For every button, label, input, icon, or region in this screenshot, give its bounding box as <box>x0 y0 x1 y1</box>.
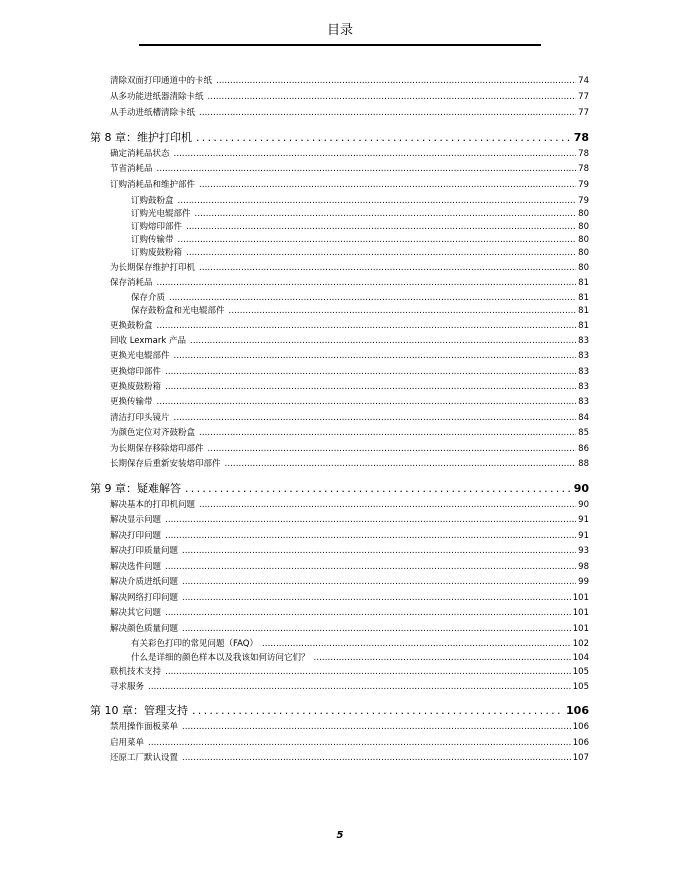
toc-entry-page: 81 <box>578 278 589 288</box>
toc-dot-leader <box>199 179 576 192</box>
toc-entry[interactable] <box>131 652 589 665</box>
toc-dot-leader <box>169 292 576 305</box>
toc-entry[interactable] <box>110 592 589 605</box>
toc-entry-label: 为长期保存移除熔印部件 <box>110 444 204 454</box>
toc-entry-page: 86 <box>578 444 589 454</box>
toc-entry[interactable] <box>110 107 589 120</box>
toc-entry-page: 80 <box>578 222 589 232</box>
toc-entry-page: 81 <box>578 293 589 303</box>
toc-dot-leader <box>199 262 576 275</box>
toc-entry-label: 订购消耗品和维护部件 <box>110 180 196 190</box>
toc-entry-label: 解决打印质量问题 <box>110 546 179 556</box>
toc-entry-page: 91 <box>578 515 589 525</box>
toc-entry-page: 83 <box>578 336 589 346</box>
toc-entry[interactable] <box>110 545 589 558</box>
toc-entry-label: 更换传输带 <box>110 397 153 407</box>
toc-entry[interactable] <box>110 91 589 104</box>
toc-chapter-entry[interactable] <box>90 703 589 719</box>
toc-dot-leader <box>190 335 576 348</box>
toc-entry-page: 81 <box>578 321 589 331</box>
toc-entry-page: 77 <box>578 92 589 102</box>
toc-dot-leader <box>182 545 576 558</box>
toc-entry-label: 订购废鼓粉箱 <box>131 248 183 258</box>
toc-entry-label: 第 9 章：疑难解答 <box>90 482 181 495</box>
toc-entry-page: 104 <box>572 653 589 663</box>
toc-dot-leader <box>229 305 577 318</box>
toc-entry-page: 78 <box>578 164 589 174</box>
toc-dot-leader <box>157 320 577 333</box>
toc-entry-page: 101 <box>572 608 589 618</box>
toc-dot-leader <box>174 412 577 425</box>
toc-entry-label: 什么是详细的颜色样本以及我该如何访问它们？ <box>131 653 310 663</box>
toc-entry[interactable] <box>110 412 589 425</box>
toc-entry-label: 从手动进纸槽清除卡纸 <box>110 108 196 118</box>
toc-entry[interactable] <box>110 458 589 471</box>
toc-dot-leader <box>314 652 571 665</box>
toc-entry-page: 80 <box>578 235 589 245</box>
toc-entry-label: 解决打印问题 <box>110 531 162 541</box>
toc-entry-page: 101 <box>572 624 589 634</box>
toc-entry-label: 还原工厂默认设置 <box>110 753 179 763</box>
toc-entry[interactable] <box>110 350 589 363</box>
toc-entry-page: 106 <box>572 722 589 732</box>
toc-entry-label: 第 8 章：维护打印机 <box>90 131 192 144</box>
toc-dot-leader <box>216 75 576 88</box>
toc-dot-leader <box>208 91 577 104</box>
toc-entry-label: 为长期保存维护打印机 <box>110 263 196 273</box>
toc-dot-leader <box>182 576 576 589</box>
toc-dot-leader <box>208 443 577 456</box>
toc-entry[interactable] <box>110 623 589 636</box>
toc-entry-label: 更换废鼓粉箱 <box>110 382 162 392</box>
toc-entry-label: 订购鼓粉盒 <box>131 196 174 206</box>
toc-dot-leader <box>157 396 577 409</box>
toc-entry-page: 85 <box>578 428 589 438</box>
toc-entry[interactable] <box>110 514 589 527</box>
toc-entry-label: 解决选件问题 <box>110 562 162 572</box>
toc-chapter-entry[interactable] <box>90 481 589 497</box>
toc-entry-page: 105 <box>572 667 589 677</box>
toc-entry-page: 83 <box>578 382 589 392</box>
toc-entry-label: 保存消耗品 <box>110 278 153 288</box>
toc-entry[interactable] <box>110 752 589 765</box>
toc-entry-page: 93 <box>578 546 589 556</box>
toc-entry-label: 订购传输带 <box>131 235 174 245</box>
page-title: 目录 <box>326 23 353 38</box>
toc-entry-page: 107 <box>572 753 589 763</box>
toc-entry[interactable] <box>131 234 589 247</box>
toc-entry[interactable] <box>110 607 589 620</box>
toc-dot-leader <box>165 666 571 679</box>
toc-dot-leader <box>178 234 577 247</box>
toc-entry-page: 80 <box>578 263 589 273</box>
toc-entry[interactable] <box>131 208 589 221</box>
toc-dot-leader <box>262 638 571 651</box>
toc-entry-label: 解决显示问题 <box>110 515 162 525</box>
toc-dot-leader <box>199 499 576 512</box>
toc-entry-label: 有关彩色打印的常见问题（FAQ） <box>131 639 258 649</box>
toc-entry-label: 保存鼓粉盒和光电辊部件 <box>131 306 225 316</box>
toc-entry[interactable] <box>110 681 589 694</box>
page-number: 5 <box>336 830 344 841</box>
toc-entry[interactable] <box>110 427 589 440</box>
toc-dot-leader <box>174 148 577 161</box>
toc-entry-page: 78 <box>578 149 589 159</box>
toc-entry-page: 99 <box>578 577 589 587</box>
toc-entry[interactable] <box>110 381 589 394</box>
toc-entry[interactable] <box>131 638 589 651</box>
toc-entry-page: 106 <box>566 704 589 717</box>
toc-entry-label: 从多功能进纸器清除卡纸 <box>110 92 204 102</box>
toc-entry-label: 解决网络打印问题 <box>110 593 179 603</box>
toc-entry[interactable] <box>110 499 589 512</box>
toc-entry-page: 106 <box>572 738 589 748</box>
toc-entry[interactable] <box>110 443 589 456</box>
toc-dot-leader <box>199 427 576 440</box>
toc-entry[interactable] <box>110 179 589 192</box>
toc-entry-page: 90 <box>573 482 589 495</box>
toc-dot-leader <box>165 530 576 543</box>
toc-entry-page: 83 <box>578 367 589 377</box>
toc-dot-leader <box>165 514 576 527</box>
toc-entry-label: 订购熔印部件 <box>131 222 183 232</box>
toc-entry-page: 83 <box>578 351 589 361</box>
toc-entry-page: 80 <box>578 248 589 258</box>
toc-entry[interactable] <box>131 305 589 318</box>
toc-entry[interactable] <box>110 148 589 161</box>
toc-entry[interactable] <box>110 721 589 734</box>
toc-dot-leader <box>182 623 571 636</box>
toc-dot-leader <box>157 277 577 290</box>
toc-entry-label: 订购光电辊部件 <box>131 209 191 219</box>
toc-dot-leader <box>165 561 576 574</box>
toc-entry-label: 解决基本的打印机问题 <box>110 500 196 510</box>
toc-entry-page: 90 <box>578 500 589 510</box>
toc-entry[interactable] <box>110 320 589 333</box>
toc-entry-page: 91 <box>578 531 589 541</box>
toc-entry[interactable] <box>110 396 589 409</box>
toc-entry-page: 81 <box>578 306 589 316</box>
toc-entry-page: 80 <box>578 209 589 219</box>
toc-dot-leader <box>174 350 577 363</box>
toc-entry-label: 更换光电辊部件 <box>110 351 170 361</box>
toc-dot-leader <box>157 163 577 176</box>
toc-entry-label: 联机技术支持 <box>110 667 162 677</box>
toc-entry-page: 101 <box>572 593 589 603</box>
toc-entry-page: 84 <box>578 413 589 423</box>
toc-dot-leader <box>182 592 571 605</box>
toc-entry[interactable] <box>110 737 589 750</box>
toc-entry-page: 77 <box>578 108 589 118</box>
toc-entry[interactable] <box>131 195 589 208</box>
toc-entry[interactable] <box>110 277 589 290</box>
toc-entry-page: 79 <box>578 180 589 190</box>
toc-entry-label: 回收 Lexmark 产品 <box>110 336 187 346</box>
toc-entry-label: 保存介质 <box>131 293 166 303</box>
toc-entry[interactable] <box>110 666 589 679</box>
toc-entry-page: 102 <box>572 639 589 649</box>
toc-dot-leader <box>186 247 576 260</box>
toc-entry-label: 解决介质进纸问题 <box>110 577 179 587</box>
toc-entry[interactable] <box>131 292 589 305</box>
toc-entry-label: 第 10 章：管理支持 <box>90 704 188 717</box>
toc-dot-leader <box>182 752 571 765</box>
toc-dot-leader <box>178 195 577 208</box>
toc-entry-label: 禁用操作面板菜单 <box>110 722 179 732</box>
toc-entry[interactable] <box>110 335 589 348</box>
toc-entry[interactable] <box>110 561 589 574</box>
toc-entry-label: 启用菜单 <box>110 738 145 748</box>
toc-entry-label: 节省消耗品 <box>110 164 153 174</box>
toc-entry-label: 清洁打印头镜片 <box>110 413 170 423</box>
toc-entry-label: 寻求服务 <box>110 682 145 692</box>
toc-dot-leader <box>148 737 571 750</box>
toc-entry-page: 79 <box>578 196 589 206</box>
toc-entry-label: 清除双面打印通道中的卡纸 <box>110 76 213 86</box>
toc-entry-label: 解决颜色质量问题 <box>110 624 179 634</box>
toc-entry[interactable] <box>110 262 589 275</box>
toc-dot-leader <box>185 481 572 497</box>
toc-entry-label: 确定消耗品状态 <box>110 149 170 159</box>
toc-entry[interactable] <box>131 247 589 260</box>
toc-entry-page: 74 <box>578 76 589 86</box>
toc-entry-label: 更换鼓粉盒 <box>110 321 153 331</box>
toc-entry[interactable] <box>131 221 589 234</box>
toc-entry-page: 78 <box>573 131 589 144</box>
toc-entry-page: 105 <box>572 682 589 692</box>
toc-entry-label: 解决其它问题 <box>110 608 162 618</box>
title-divider <box>139 44 541 46</box>
toc-entry[interactable] <box>110 530 589 543</box>
toc-dot-leader <box>165 381 576 394</box>
toc-dot-leader <box>165 366 576 379</box>
toc-entry-page: 88 <box>578 459 589 469</box>
toc-entry-label: 长期保存后重新安装熔印部件 <box>110 459 221 469</box>
toc-dot-leader <box>225 458 577 471</box>
toc-entry[interactable] <box>110 75 589 88</box>
toc-chapter-entry[interactable] <box>90 130 589 146</box>
toc-entry[interactable] <box>110 366 589 379</box>
toc-entry[interactable] <box>110 576 589 589</box>
toc-dot-leader <box>195 208 577 221</box>
toc-entry[interactable] <box>110 163 589 176</box>
toc-dot-leader <box>165 607 571 620</box>
toc-entry-label: 更换熔印部件 <box>110 367 162 377</box>
toc-entry-page: 98 <box>578 562 589 572</box>
toc-dot-leader <box>199 107 576 120</box>
toc-dot-leader <box>196 130 572 146</box>
toc-entry-label: 为颜色定位对齐鼓粉盒 <box>110 428 196 438</box>
toc-dot-leader <box>148 681 571 694</box>
toc-dot-leader <box>192 703 564 719</box>
toc-dot-leader <box>182 721 571 734</box>
toc-dot-leader <box>186 221 576 234</box>
toc-entry-page: 83 <box>578 397 589 407</box>
